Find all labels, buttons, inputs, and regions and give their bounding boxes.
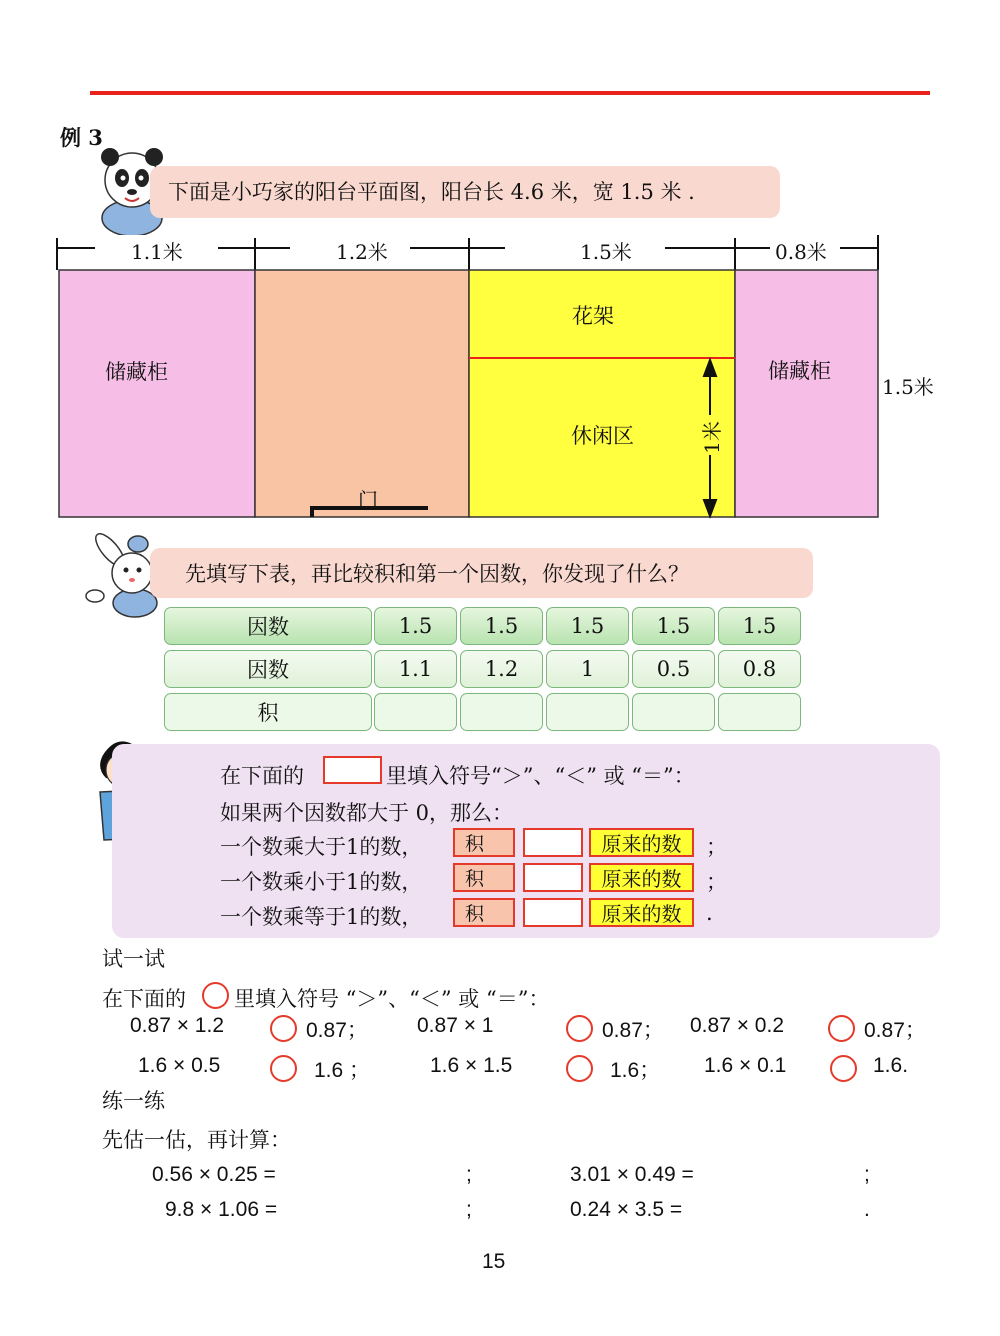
dim-3: 1.5米 [580,240,632,264]
left-cabinet-area [59,270,255,517]
left-cabinet-label: 储藏柜 [105,360,168,384]
answer-box[interactable] [523,828,583,857]
original-number-box: 原来的数 [589,863,694,892]
table-cell: 1.5 [460,607,543,645]
leisure-area-label: 休闲区 [571,424,634,448]
practice-title: 练一练 [102,1089,165,1113]
try-expression: 1.6 × 1.5 [430,1054,513,1077]
table-cell: 1 [546,650,629,688]
table-cell[interactable] [632,693,715,731]
panel-line2: 如果两个因数都大于 0，那么： [220,801,514,825]
table-cell: 1.5 [374,607,457,645]
original-number-box: 原来的数 [589,828,694,857]
answer-circle[interactable] [566,1055,593,1082]
dim-2: 1.2米 [336,240,388,264]
panel-row-end: ； [706,835,727,859]
original-number-box: 原来的数 [589,898,694,927]
try-title: 试一试 [102,947,165,971]
try-expression: 0.87 × 1 [417,1014,494,1037]
right-cabinet-area [735,270,878,517]
try-instr-b: 里填入符号 “＞”、“＜” 或 “＝”： [234,987,550,1011]
intro-text: 下面是小巧家的阳台平面图，阳台长 4.6 米，宽 1.5 米 . [168,180,695,204]
try-expression: 1.6 × 0.1 [704,1054,787,1077]
top-rule [90,91,930,95]
practice-end-mark: ; [466,1198,472,1221]
panel-row-text: 一个数乘大于1的数， [220,835,423,859]
try-compare-value: 0.87； [602,1019,664,1042]
table-row-label: 因数 [164,650,372,688]
product-box: 积 [453,898,515,927]
try-instr-a: 在下面的 [102,987,186,1011]
table-row-label: 因数 [164,607,372,645]
table-cell[interactable] [546,693,629,731]
table-cell[interactable] [374,693,457,731]
answer-circle[interactable] [270,1015,297,1042]
dim-1: 1.1米 [131,240,183,264]
table-prompt: 先填写下表，再比较积和第一个因数，你发现了什么？ [185,562,689,586]
practice-expression: 0.24 × 3.5 = [570,1198,683,1221]
product-box: 积 [453,828,515,857]
try-compare-value: 1.6 ； [314,1059,371,1082]
table-cell: 1.1 [374,650,457,688]
inner-dim: 1米 [699,421,724,454]
intro-bubble [150,166,780,218]
practice-end-mark: ; [466,1163,472,1186]
answer-circle[interactable] [566,1015,593,1042]
try-expression: 1.6 × 0.5 [138,1054,221,1077]
table-cell: 1.5 [632,607,715,645]
panel-example-box [323,756,382,784]
table-prompt-bubble [150,548,813,598]
corridor-area [255,270,469,517]
page-number: 15 [482,1250,506,1273]
table-row-label: 积 [164,693,372,731]
practice-end-mark: . [864,1198,870,1221]
table-cell: 0.5 [632,650,715,688]
dim-4: 0.8米 [775,240,827,264]
table-cell[interactable] [460,693,543,731]
answer-circle[interactable] [270,1055,297,1082]
panel-line1-b: 里填入符号“＞”、“＜” 或 “＝”： [386,764,695,788]
table-cell: 0.8 [718,650,801,688]
try-expression: 0.87 × 0.2 [690,1014,784,1037]
try-compare-value: 0.87； [864,1019,926,1042]
practice-instr: 先估一估，再计算： [102,1128,291,1152]
practice-expression: 0.56 × 0.25 = [152,1163,276,1186]
answer-circle[interactable] [828,1015,855,1042]
answer-box[interactable] [523,863,583,892]
panel-row-end: ； [706,870,727,894]
table-cell[interactable] [718,693,801,731]
practice-expression: 3.01 × 0.49 = [570,1163,694,1186]
panel-row-text: 一个数乘等于1的数， [220,905,423,929]
table-cell: 1.2 [460,650,543,688]
answer-circle[interactable] [830,1055,857,1082]
practice-expression: 9.8 × 1.06 = [165,1198,278,1221]
door-label: 门 [358,488,378,512]
panel-line1-a: 在下面的 [220,764,304,788]
answer-box[interactable] [523,898,583,927]
try-compare-value: 1.6； [610,1059,661,1082]
try-compare-value: 1.6. [873,1054,909,1077]
table-cell: 1.5 [546,607,629,645]
product-box: 积 [453,863,515,892]
example-label: 例 3 [60,125,103,150]
height-dim: 1.5米 [882,375,934,399]
practice-end-mark: ; [864,1163,870,1186]
panel-row-text: 一个数乘小于1的数， [220,870,423,894]
panel-row-end: . [706,901,713,925]
table-cell: 1.5 [718,607,801,645]
try-compare-value: 0.87； [306,1019,368,1042]
flower-rack-label: 花架 [572,304,614,328]
right-cabinet-label: 储藏柜 [768,359,831,383]
example-circle [202,982,229,1009]
try-expression: 0.87 × 1.2 [130,1014,224,1037]
